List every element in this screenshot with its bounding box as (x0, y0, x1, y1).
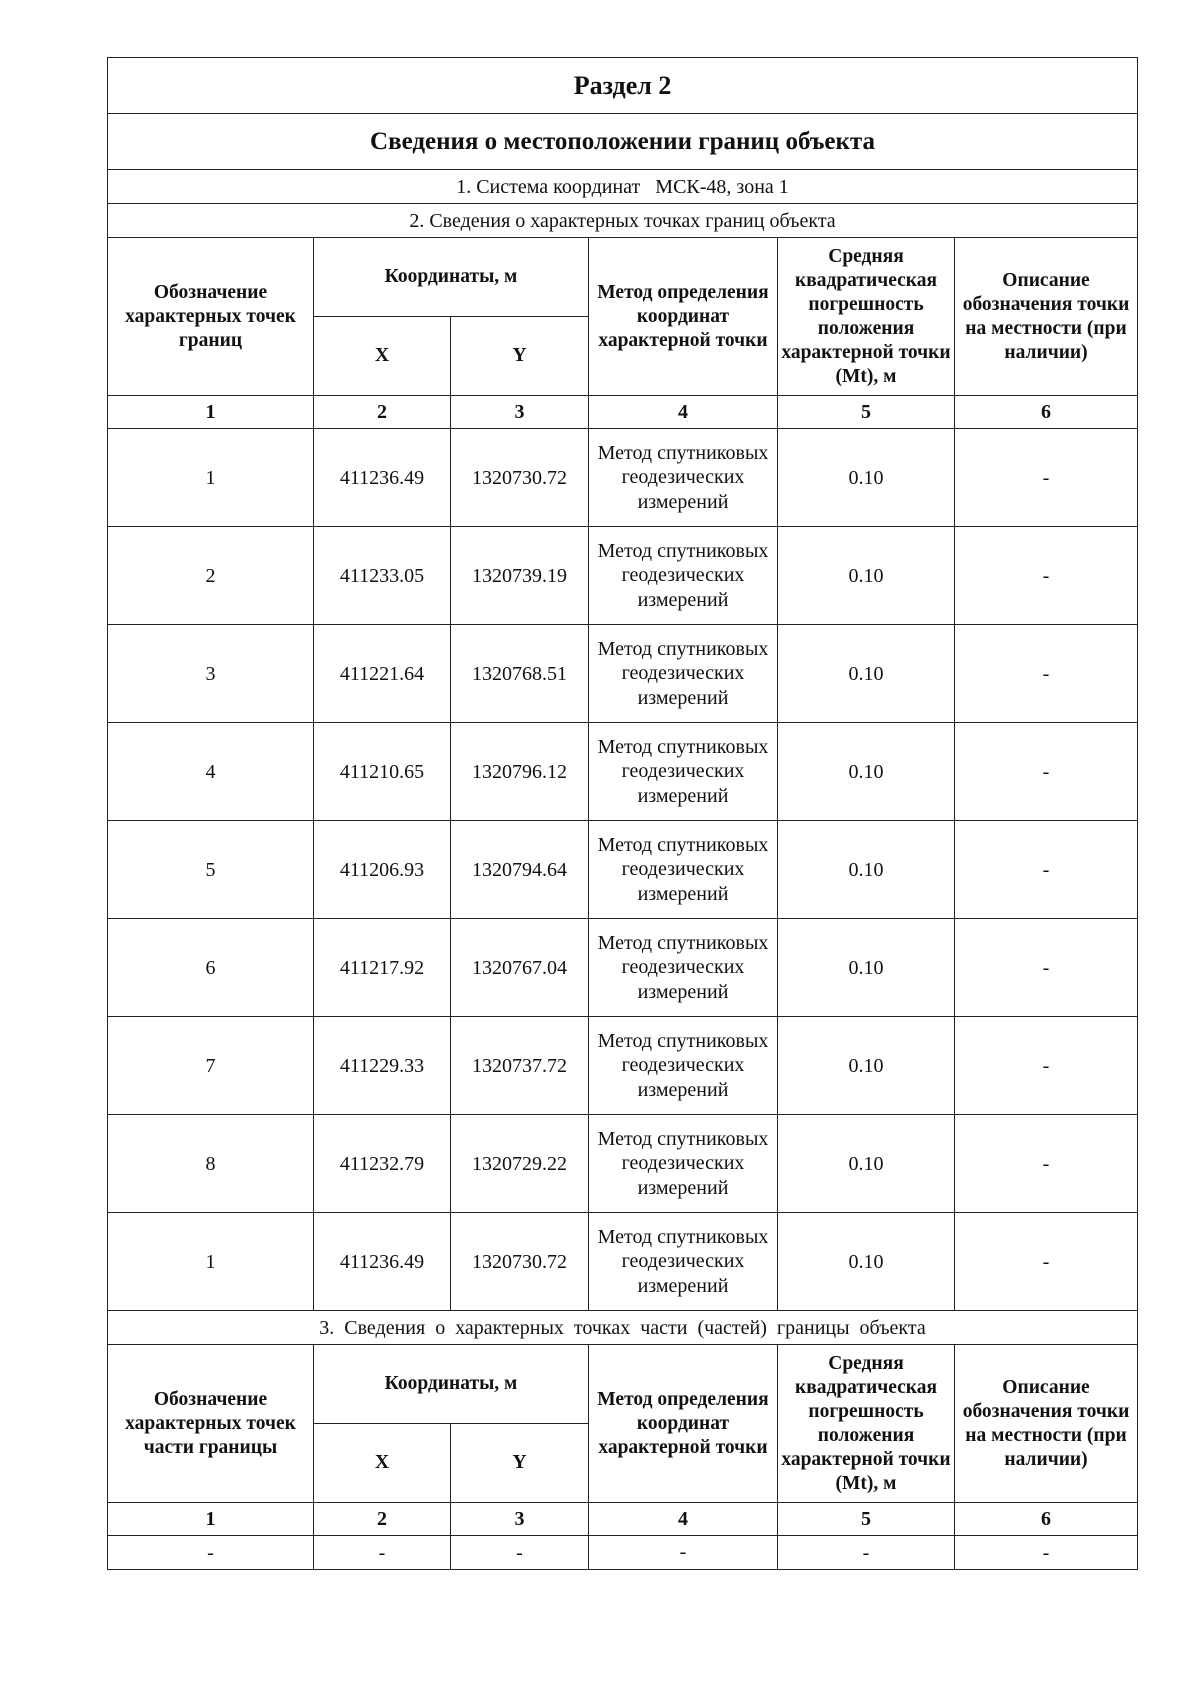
part2-title: 2. Сведения о характерных точках границ объекта (108, 204, 1138, 238)
x-cell: 411229.33 (314, 1017, 451, 1115)
column-number: 3 (451, 396, 589, 429)
description-cell: - (955, 1536, 1138, 1570)
point-cell: 5 (108, 821, 314, 919)
y-cell: - (451, 1536, 589, 1570)
column-number: 2 (314, 396, 451, 429)
col-point-header: Обозначение характерных точек части границы (108, 1345, 314, 1503)
column-number: 1 (108, 396, 314, 429)
point-cell: 4 (108, 723, 314, 821)
accuracy-cell: 0.10 (778, 919, 955, 1017)
table-row (108, 1213, 1138, 1311)
accuracy-cell: 0.10 (778, 625, 955, 723)
x-cell: 411232.79 (314, 1115, 451, 1213)
part3-title: 3. Сведения о характерных точках части (частей) границы объекта (108, 1311, 1138, 1345)
description-cell: - (955, 527, 1138, 625)
x-cell: 411210.65 (314, 723, 451, 821)
y-cell: 1320794.64 (451, 821, 589, 919)
y-cell: 1320767.04 (451, 919, 589, 1017)
description-cell: - (955, 723, 1138, 821)
column-number: 2 (314, 1503, 451, 1536)
accuracy-cell: 0.10 (778, 1213, 955, 1311)
table-row (108, 919, 1138, 1017)
boundary-document-table (107, 57, 1138, 1570)
column-number: 6 (955, 1503, 1138, 1536)
point-cell: 7 (108, 1017, 314, 1115)
point-cell: 1 (108, 429, 314, 527)
column-number-row (108, 1503, 1138, 1536)
accuracy-cell: 0.10 (778, 821, 955, 919)
y-cell: 1320768.51 (451, 625, 589, 723)
description-cell: - (955, 1213, 1138, 1311)
method-cell: Метод спутниковых геодезических измерений (589, 723, 778, 821)
method-cell: Метод спутниковых геодезических измерений (589, 1017, 778, 1115)
table-row (108, 821, 1138, 919)
accuracy-cell: 0.10 (778, 1115, 955, 1213)
x-cell: 411217.92 (314, 919, 451, 1017)
col-point-header: Обозначение характерных точек границ (108, 238, 314, 396)
table-row (108, 1017, 1138, 1115)
column-number: 6 (955, 396, 1138, 429)
description-cell: - (955, 625, 1138, 723)
coordinate-system-value: МСК-48, зона 1 (655, 175, 789, 198)
method-cell: Метод спутниковых геодезических измерений (589, 1213, 778, 1311)
accuracy-cell: - (778, 1536, 955, 1570)
column-number: 4 (589, 396, 778, 429)
description-cell: - (955, 1017, 1138, 1115)
accuracy-cell: 0.10 (778, 429, 955, 527)
col-coords-header: Координаты, м (314, 1345, 589, 1424)
column-number: 5 (778, 396, 955, 429)
coordinate-system-line (108, 170, 1138, 204)
accuracy-cell: 0.10 (778, 723, 955, 821)
y-cell: 1320739.19 (451, 527, 589, 625)
col-description-header: Описание обозначения точки на местности (при наличии) (955, 238, 1138, 396)
point-cell: - (108, 1536, 314, 1570)
col-y-header: Y (451, 317, 589, 396)
table-row (108, 625, 1138, 723)
method-cell: Метод спутниковых геодезических измерений (589, 1115, 778, 1213)
table-row (108, 429, 1138, 527)
section-title: Раздел 2 (108, 58, 1138, 114)
description-cell: - (955, 429, 1138, 527)
x-cell: 411236.49 (314, 1213, 451, 1311)
point-cell: 2 (108, 527, 314, 625)
section-subtitle: Сведения о местоположении границ объекта (108, 114, 1138, 170)
col-coords-header: Координаты, м (314, 238, 589, 317)
point-cell: 3 (108, 625, 314, 723)
y-cell: 1320796.12 (451, 723, 589, 821)
col-x-header: X (314, 1424, 451, 1503)
y-cell: 1320730.72 (451, 1213, 589, 1311)
column-number: 1 (108, 1503, 314, 1536)
accuracy-cell: 0.10 (778, 527, 955, 625)
col-accuracy-header: Средняя квадратическая погрешность положения характерной точки (Mt), м (778, 238, 955, 396)
y-cell: 1320730.72 (451, 429, 589, 527)
coordinate-system-label: 1. Система координат (456, 175, 641, 198)
table-row (108, 1115, 1138, 1213)
method-cell: Метод спутниковых геодезических измерений (589, 625, 778, 723)
method-cell: Метод спутниковых геодезических измерений (589, 821, 778, 919)
column-number: 5 (778, 1503, 955, 1536)
column-number: 3 (451, 1503, 589, 1536)
column-number: 4 (589, 1503, 778, 1536)
x-cell: - (314, 1536, 451, 1570)
method-cell: Метод спутниковых геодезических измерений (589, 527, 778, 625)
description-cell: - (955, 919, 1138, 1017)
y-cell: 1320729.22 (451, 1115, 589, 1213)
y-cell: 1320737.72 (451, 1017, 589, 1115)
method-cell: Метод спутниковых геодезических измерений (589, 429, 778, 527)
col-accuracy-header: Средняя квадратическая погрешность положения характерной точки (Mt), м (778, 1345, 955, 1503)
x-cell: 411221.64 (314, 625, 451, 723)
description-cell: - (955, 1115, 1138, 1213)
col-description-header: Описание обозначения точки на местности (при наличии) (955, 1345, 1138, 1503)
x-cell: 411233.05 (314, 527, 451, 625)
accuracy-cell: 0.10 (778, 1017, 955, 1115)
col-x-header: X (314, 317, 451, 396)
point-cell: 1 (108, 1213, 314, 1311)
description-cell: - (955, 821, 1138, 919)
point-cell: 6 (108, 919, 314, 1017)
table-row (108, 723, 1138, 821)
table-row (108, 1536, 1138, 1570)
x-cell: 411206.93 (314, 821, 451, 919)
x-cell: 411236.49 (314, 429, 451, 527)
col-method-header: Метод определения координат характерной точки (589, 238, 778, 396)
col-y-header: Y (451, 1424, 589, 1503)
col-method-header: Метод определения координат характерной точки (589, 1345, 778, 1503)
column-number-row (108, 396, 1138, 429)
table-row (108, 527, 1138, 625)
point-cell: 8 (108, 1115, 314, 1213)
method-cell: Метод спутниковых геодезических измерений (589, 919, 778, 1017)
method-cell: - (589, 1536, 778, 1570)
